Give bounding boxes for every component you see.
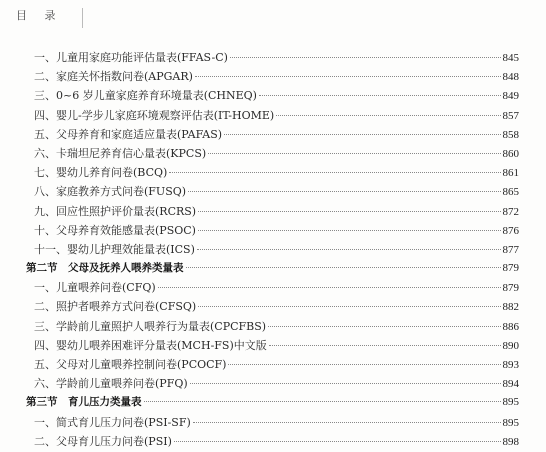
dot-leader [193, 422, 501, 423]
dot-leader [195, 76, 501, 77]
toc-entry[interactable] [26, 355, 519, 374]
dot-leader [198, 230, 501, 231]
toc-entry-label: 八、家庭教养方式问卷(FUSQ) [34, 185, 187, 199]
toc-entry-label: 五、父母养育和家庭适应量表(PAFAS) [34, 127, 223, 141]
toc-entry[interactable] [26, 336, 519, 355]
toc-entry[interactable] [26, 278, 519, 297]
toc-entry[interactable] [26, 106, 519, 125]
toc-section-heading[interactable] [26, 259, 519, 278]
toc-section-page: 895 [502, 396, 519, 409]
toc-entry-label: 二、照护者喂养方式问卷(CFSQ) [34, 300, 197, 314]
toc-entry[interactable] [26, 297, 519, 316]
toc-entry-label: 二、父母育儿压力问卷(PSI) [34, 434, 172, 448]
toc-entry-label: 六、学龄前儿童喂养问卷(PFQ) [34, 377, 188, 391]
toc-entry-label: 二、家庭关怀指数问卷(APGAR) [34, 70, 193, 84]
toc-entry[interactable] [26, 374, 519, 393]
toc-entry[interactable] [26, 413, 519, 432]
toc-section-label: 第三节 育儿压力类量表 [26, 396, 142, 409]
toc-entry-page: 860 [502, 147, 519, 160]
toc-section-heading[interactable] [26, 393, 519, 412]
toc-entry-page: 872 [502, 205, 519, 218]
toc-entry-label: 一、简式育儿压力问卷(PSI-SF) [34, 415, 191, 429]
toc-entry-page: 877 [502, 243, 519, 256]
dot-leader [174, 441, 501, 442]
toc-entry-label: 七、婴幼儿养育问卷(BCQ) [34, 166, 168, 180]
toc-entry[interactable] [26, 144, 519, 163]
toc-entry-label: 四、婴儿-学步儿家庭环境观察评估表(IT-HOME) [34, 108, 275, 122]
toc-entry-label: 一、儿童用家庭功能评估量表(FFAS-C) [34, 51, 228, 64]
toc-entry-label: 四、婴幼儿喂养困难评分量表(MCH-FS)中文版 [34, 338, 267, 352]
toc-entry-label: 十、父母养育效能感量表(PSOC) [34, 223, 196, 237]
dot-leader [259, 95, 501, 96]
toc-entry[interactable] [26, 317, 519, 336]
toc-entry[interactable] [26, 86, 519, 105]
dot-leader [228, 364, 500, 365]
toc-entry-page: 865 [502, 186, 519, 199]
toc-entry-page: 895 [502, 416, 519, 429]
toc-entry-label: 三、0~6 岁儿童家庭养育环境量表(CHNEQ) [34, 89, 257, 103]
toc-entry[interactable] [26, 48, 519, 67]
toc-entry-page: 886 [502, 320, 519, 333]
toc-entry[interactable] [26, 432, 519, 451]
toc-entry-label: 一、儿童喂养问卷(CFQ) [34, 281, 156, 295]
toc-entry-page: 848 [502, 71, 519, 84]
toc-entry[interactable] [26, 125, 519, 144]
toc-entry-page: 857 [502, 109, 519, 122]
toc-entry-page: 858 [502, 128, 519, 141]
dot-leader [197, 249, 501, 250]
dot-leader [224, 134, 500, 135]
toc-entry-page: 882 [502, 301, 519, 314]
dot-leader [269, 345, 501, 346]
dot-leader [276, 115, 500, 116]
toc-entry-label: 九、回应性照护评价量表(RCRS) [34, 204, 197, 218]
page-header [0, 0, 546, 34]
dot-leader [208, 153, 500, 154]
dot-leader [144, 401, 501, 402]
dot-leader [186, 267, 501, 268]
toc-section-page: 879 [502, 262, 519, 275]
toc-entry-label: 六、卡瑞坦尼养育信心量表(KPCS) [34, 146, 207, 160]
toc-entry-page: 861 [502, 167, 519, 180]
toc-entry-page: 898 [502, 435, 519, 448]
dot-leader [190, 383, 501, 384]
dot-leader [198, 306, 500, 307]
toc-entry-label: 三、学龄前儿童照护人喂养行为量表(CPCFBS) [34, 319, 267, 333]
toc-entry-label: 五、父母对儿童喂养控制问卷(PCOCF) [34, 358, 227, 371]
dot-leader [158, 287, 501, 288]
dot-leader [169, 172, 500, 173]
toc-entry[interactable] [26, 182, 519, 201]
header-title: 目 录 [16, 9, 63, 22]
toc-entry-page: 894 [502, 378, 519, 391]
toc-entry-page: 879 [502, 282, 519, 295]
dot-leader [188, 191, 500, 192]
toc-entry[interactable] [26, 163, 519, 182]
toc-entry-page: 876 [502, 224, 519, 237]
header-divider [82, 8, 83, 28]
dot-leader [230, 57, 501, 58]
toc-entry-page: 890 [502, 339, 519, 352]
table-of-contents [26, 48, 519, 451]
toc-entry[interactable] [26, 67, 519, 86]
toc-entry-page: 849 [502, 90, 519, 103]
toc-entry-page: 845 [502, 52, 519, 64]
dot-leader [198, 211, 500, 212]
toc-section-label: 第二节 父母及抚养人喂养类量表 [26, 262, 184, 275]
toc-entry-page: 893 [502, 359, 519, 371]
toc-entry[interactable] [26, 240, 519, 259]
dot-leader [268, 326, 500, 327]
toc-entry[interactable] [26, 221, 519, 240]
toc-entry[interactable] [26, 202, 519, 221]
toc-entry-label: 十一、婴幼儿护理效能量表(ICS) [34, 242, 195, 256]
